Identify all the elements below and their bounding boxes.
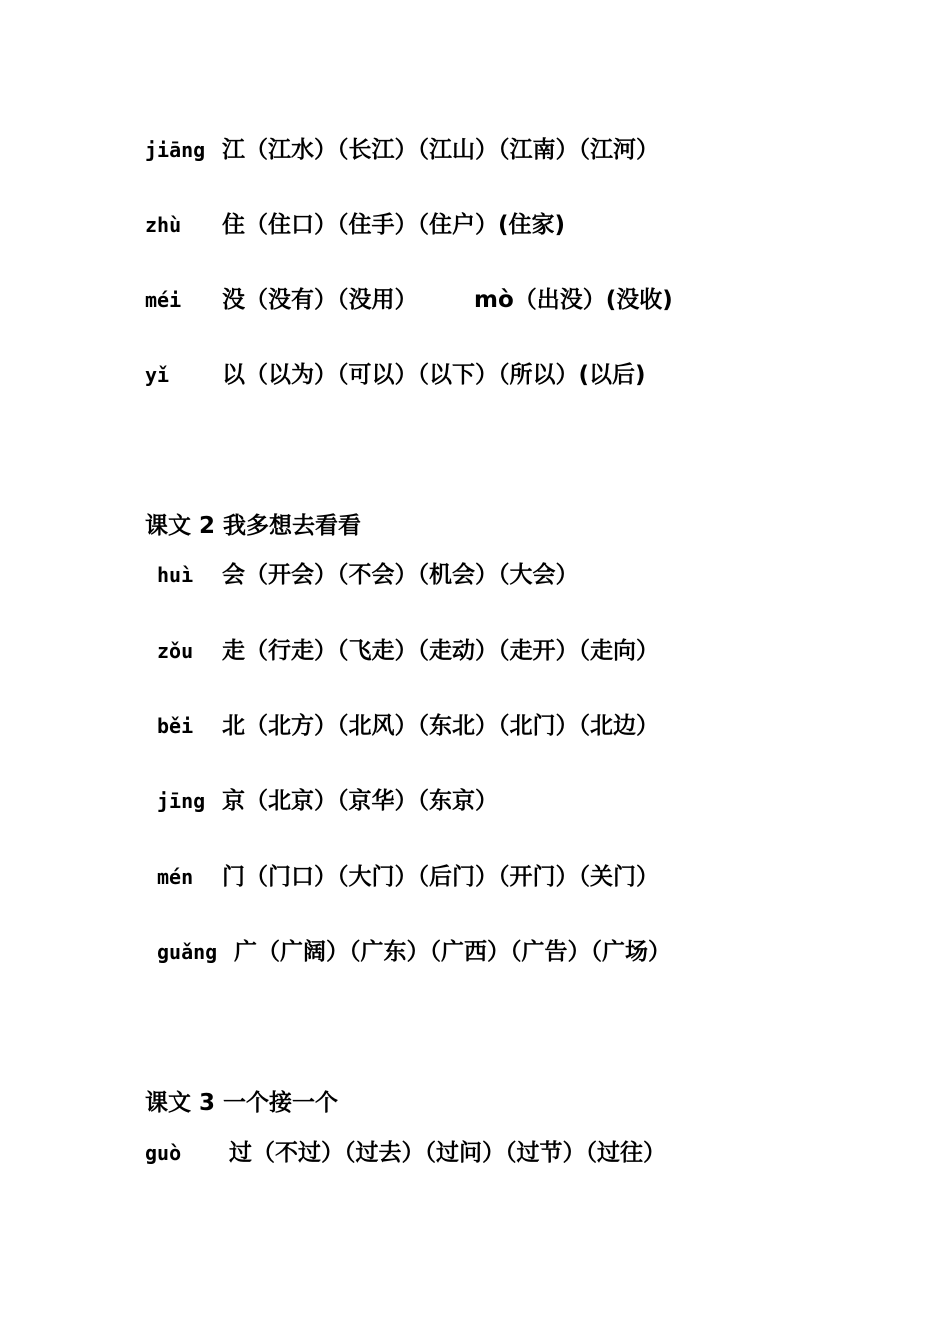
- entry-pinyin: guò: [145, 1141, 182, 1165]
- section-heading-lesson-2: 课文 2 我多想去看看: [145, 513, 362, 539]
- entry-words: 过（不过）（过去）（过问）（过节）（过往）: [229, 1140, 666, 1166]
- entry-words-alternate: mò（出没）(没收): [474, 287, 673, 313]
- entry-words: 江（江水）（长江）（江山）（江南）（江河）: [222, 137, 659, 163]
- entry-words: 北（北方）（北风）（东北）（北门）（北边）: [222, 713, 659, 739]
- entry-pinyin: zhù: [145, 213, 182, 237]
- entry-words: 以（以为）（可以）（以下）（所以）(以后): [222, 362, 646, 388]
- entry-words: 走（行走）（飞走）（走动）（走开）（走向）: [222, 638, 659, 664]
- entry-pinyin: běi: [157, 714, 194, 738]
- entry-pinyin: jiāng: [145, 138, 206, 162]
- entry-words: 广（广阔）（广东）（广西）（广告）（广场）: [234, 939, 671, 965]
- entry-words: 会（开会）（不会）（机会）（大会）: [222, 562, 579, 588]
- entry-words: 住（住口）（住手）（住户）(住家): [222, 212, 566, 238]
- entry-words: 门（门口）（大门）（后门）（开门）（关门）: [222, 864, 659, 890]
- entry-pinyin: huì: [157, 563, 194, 587]
- entry-pinyin: méi: [145, 288, 182, 312]
- section-heading-lesson-3: 课文 3 一个接一个: [145, 1090, 339, 1116]
- entry-pinyin: zǒu: [157, 639, 194, 663]
- entry-pinyin: jīng: [157, 789, 206, 813]
- entry-words: 没（没有）（没用）: [222, 287, 418, 313]
- entry-words: 京（北京）（京华）（东京）: [222, 788, 498, 814]
- entry-pinyin: mén: [157, 865, 194, 889]
- entry-pinyin: guǎng: [157, 940, 218, 964]
- entry-pinyin: yǐ: [145, 363, 170, 387]
